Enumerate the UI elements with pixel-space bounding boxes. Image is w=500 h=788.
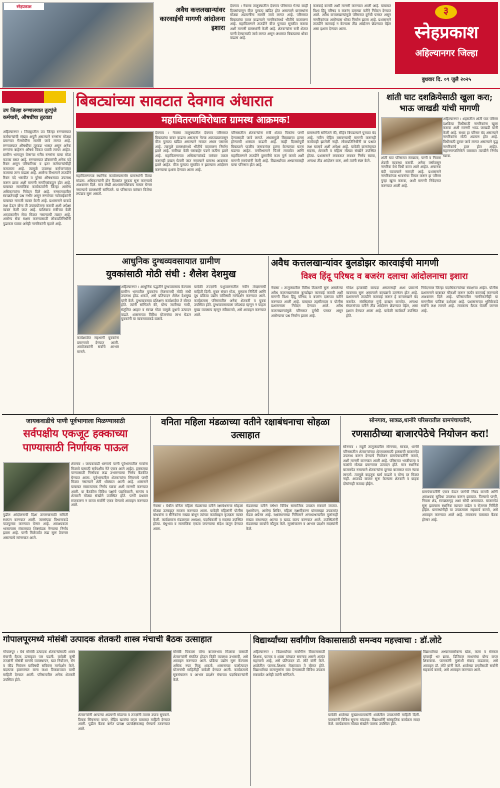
story2-text-b: यावेळी तज्ज्ञांनी पशुपालनातील नवीन तंत्रज्ञानाची माहिती दिली. मुक्त संचार गोठा, मुरघास निर्मिती आणि दूध प्रक्रिया उद्योग यांविषयी मार्गदर्शन करण्यात आले. कार्यक्रमास परिसरातील अनेक शेतकरी व युवक उपस्थित होते. दुग्धव्यवसायाला जोडधंदा म्हणून न पाहता मुख्य व्यवसाय म्हणून स्वीकारावे, असे आवाहन करण्यात आले. xyxy=(194,285,266,317)
story3-text-b: गोवंश हत्याबंदी कायदा असतानाही अशा प्रकारचे व्यवसाय सुरू असल्याने कायद्याचे उल्लंघन होत आहे. प्रशासनाने तातडीने कारवाई करून हे कत्तलखाने बंद करावेत. संबंधितांवर गुन्हे दाखल करावेत. अन्यथा संघटनांच्या वतीने तीव्र आंदोलन छेडण्यात येईल, असा इशारा देण्यात आला आहे. यावेळी कार्यकर्ते उपस्थित होते. xyxy=(346,286,418,318)
story6-text-b: ग्रामपंचायतींनी एकत्र येऊन जागेची निवड करावी आणि आवश्यक सुविधा उपलब्ध करून द्याव्यात. पिण्याचे पाणी, निवारा शेड, स्वच्छतागृह अशा सोयी असाव्यात. बाजारपेठ सुरू झाल्यास स्थानिक व्यापार वाढेल व रोजगार निर्मिती होईल. ग्रामस्थांनीही या उपक्रमाला सहकार्य करावे, असे आवाहन करण्यात आले आहे. लवकरच याबाबत बैठक होणार आहे. xyxy=(422,490,498,522)
story2-text-a: अहिल्यानगर । आधुनिक पद्धतीने दुग्धव्यवसाय केल्यास ग्रामीण भागातील युवकांना रोजगाराची मोठी संधी उपलब्ध होऊ शकते, असे प्रतिपादन शैलेश देशमुख यांनी केले. दुग्धव्यवसाय प्रशिक्षण कार्यशाळेत ते बोलत होते. त्यांनी सांगितले की, योग्य जातीच्या गायी, संतुलित आहार व स्वच्छ गोठा यामुळे दुधाचे उत्पादन वाढते. शासनाच्या विविध योजनांचा लाभ घेऊन युवकांनी या व्यवसायाकडे वळावे. xyxy=(121,285,191,322)
story8-text-b: यावेळी शाळेच्या मुख्याध्यापकांनी शाळेतील उपक्रमांची माहिती दिली. पालकांनी विविध सूचना मांडल्या. विद्यार्थ्यांनी सांस्कृतिक कार्यक्रम सादर केले. कार्यक्रमास मोठ्या संख्येने पालक उपस्थित होते. xyxy=(328,713,420,727)
masthead-small-logo: स्नेहप्रकाश xyxy=(4,3,44,10)
lead-text-d: महावितरणच्या स्थानिक कार्यालयासमोर ग्रामस्थांनी ठिय्या मांडला. अधिकाऱ्यांनी दोन दिवसांत पुरवठा सुरू करण्याचे आश्वासन दिले. मात्र लेखी आश्वासनाशिवाय माघार घेणार नसल्याचे ग्रामस्थांनी सांगितले. या परिसरात वारंवार विजेचा लपंडाव सुरू असतो. xyxy=(76,174,152,197)
lead-text-c: ग्रामस्थांनी सांगितले की, रोहित्र बिघडल्याने पुरवठा बंद आहे. नवीन रोहित्र बसवण्याची मागणी करूनही कार्यवाही झालेली नाही. लोकप्रतिनिधींनी या प्रश्नात लक्ष घालावे अशी अपेक्षा आहे. यावेळी ग्रामपंचायत सदस्य, शेतकरी व महिला मोठ्या संख्येने उपस्थित होत्या. प्रशासनाने लवकरात लवकर निर्णय घ्यावा, अन्यथा तीव्र आंदोलन करू, असे त्यांनी स्पष्ट केले. xyxy=(307,131,376,163)
story2-photo xyxy=(77,285,121,335)
story6-kicker: सोनगाव, सात्रळ,धानोरे परिसरातील ग्रामपंचायतीने, xyxy=(369,418,472,424)
left-col-headline: उप जिल्हा रुग्णालयात तुटपुंजे कर्मचारी, औषधींचा तुटवडा xyxy=(3,108,57,121)
story3-headline: अवैध कत्तलखान्यांवर बुलडोझर कारवाईची मागणी xyxy=(271,258,439,269)
right-top-text-b: शांती घाट परिसरात स्वच्छता, पाणी व निवारा शेडची व्यवस्था करावी. अनेक वर्षांपासून नागरिक येथे विधी करत आले आहेत. अचानक बंदी घातल्याने नाराजी आहे. प्रशासनाने नागरिकांच्या भावनांचा विचार करून हा परिसर पुन्हा खुला करावा, अशी मागणी निवेदनात करण्यात आली आहे. xyxy=(381,156,441,188)
story2-headline: युवकांसाठी मोठी संधी : शैलेश देशमुख xyxy=(106,269,236,280)
section-tag xyxy=(2,91,44,103)
lead-text-a: देवगाव । नेवासा तालुक्यातील देवगाव परिसरात बिबट्यांचा वावर वाढला असताना गेल्या आठवड्यापासून वीज पुरवठा खंडित असल्याने गावात अंधार पसरला आहे. त्यामुळे ग्रामस्थांमध्ये भीतीचे वातावरण निर्माण झाले आहे. रात्रीच्या वेळी घराबाहेर पडणे कठीण झाले आहे. महावितरणच्या अधिकाऱ्यांकडे वारंवार तक्रार करूनही दखल घेतली जात नसल्याने ग्रामस्थ आक्रमक झाले आहेत. वीज पुरवठा सुरळीत न झाल्यास आंदोलन करण्याचा इशारा देण्यात आला आहे. xyxy=(155,131,228,172)
masthead xyxy=(0,0,500,88)
masthead-text-a: देवगाव । नेवासा तालुक्यातील देवगाव परिसरात गेल्या काही दिवसांपासून वीज पुरवठा खंडित होत असल्याने ग्रामस्थांना मोठ्या अडचणींना सामोरे जावे लागत आहे. परिसरात बिबट्यांचा वावर वाढल्याने नागरिकांमध्ये भीतीचे वातावरण आहे. महावितरणने तातडीने वीज पुरवठा सुरळीत करावा अशी मागणी ग्रामस्थांनी केली आहे. शेतकऱ्यांना रात्री शेतात पाणी देण्यासाठी जावे लागत असून अंधारात बिबट्याचा धोका वाढला आहे. xyxy=(230,4,308,41)
story8-photo xyxy=(328,650,422,712)
story2-text-c: कार्यशाळेत सहभागी युवकांना प्रमाणपत्रे देण्यात आली. आयोजकांनी सर्वांचे आभार मानले. xyxy=(77,336,119,354)
story7-headline: गोपालपूरमध्ये मोसंबी उत्पादक शेतकरी शास्त्र मंचाची बैठक उत्साहात xyxy=(3,635,212,645)
story3-text-c: निवेदनावर जिल्हा पदाधिकाऱ्यांच्या स्वाक्षऱ्या आहेत. पोलीस प्रशासनाने याबाबत चौकशी करून कठोर कारवाई करण्याचे आश्वासन दिले आहे. परिसरातील नागरिकांनीही या मागणीला पाठिंबा दर्शवला आहे. प्रशासनाच्या भूमिकेकडे सर्वांचे लक्ष लागले आहे. लवकरच बैठक घेतली जाणार आहे. xyxy=(421,286,498,313)
story4-kicker: जायकवाडीचे पाणी पूर्वभागाला मिळण्यासाठी xyxy=(26,418,125,425)
lead-text-b: परिसरातील शेतकऱ्यांना रात्री शेतात पिकांना पाणी देण्यासाठी जावे लागते. अंधारामुळे बिबट्याचा हल्ला होण्याची शक्यता वाढली आहे. काही दिवसांपूर्वी बिबट्याने पाळीव जनावरांवर हल्ला केल्याच्या घटना घडल्या आहेत. वनविभागाने पिंजरे लावावेत आणि महावितरणने तातडीने दुरुस्तीचे काम पूर्ण करावे अशी मागणी सरपंचांनी केली आहे. विद्यार्थ्यांच्या अभ्यासावरही याचा परिणाम होत आहे. xyxy=(231,131,304,168)
right-top-text-a: अहिल्यानगर । शहरातील शांती घाट परिसर दशक्रिया विधीसाठी नागरिकांना खुला करावा अशी मागणी भाऊ जाखडी यांनी केली आहे. सध्या हा परिसर बंद असल्याने नागरिकांना मोठी अडचण होत आहे. विधीसाठी दूरवर जावे लागत असल्याने वृद्ध नागरिकांचे हाल होत आहेत. महानगरपालिकेने याबाबत तातडीने निर्णय घ्यावा. xyxy=(443,117,498,158)
story7-text-c: मोसंबी पिकाला योग्य बाजारभाव मिळावा यासाठी शेतकऱ्यांनी संघटित होऊन विक्री व्यवस्था उभारावी, असे आवाहन करण्यात आले. प्रक्रिया उद्योग सुरू केल्यास अधिक नफा मिळू शकतो. शासनाच्या फलोत्पादन योजनांची माहितीही यावेळी देण्यात आली. कार्यक्रमाचे सूत्रसंचालन व आभार प्रदर्शन मंचाच्या पदाधिकाऱ्यांनी केले. xyxy=(173,650,248,682)
story2-kicker: आधुनिक दुग्धव्यवसायात ग्रामीण xyxy=(121,257,221,267)
brand-badge: ३ xyxy=(435,5,457,19)
story5-text-a: नेवासा । येथील वनिता महिला मंडळाच्या वतीने रक्षाबंधनाचा सोहळा मोठ्या उत्साहात साजरा करण्यात आला. यावेळी महिलांनी पोलीस बांधवांना व सैनिकांना राख्या बांधून त्यांच्या कार्याबद्दल कृतज्ञता व्यक्त केली. कार्यक्रमास मंडळाच्या अध्यक्षा, पदाधिकारी व सदस्या उपस्थित होत्या. बंधुभाव व सामाजिक एकता जपण्याचा संदेश यातून देण्यात आला. xyxy=(153,504,243,531)
story6-photo xyxy=(422,445,500,489)
brand-logo: स्नेहप्रकाश xyxy=(414,23,479,43)
story5-headline: वनिता महिला मंडळाच्या वतीने रक्षाबंधनाचा सोहळा उत्साहात xyxy=(161,417,330,441)
story6-text-a: सोनगाव । राहुरी तालुक्यातील सोनगाव, सात्रळ, धानोरे परिसरातील शेतकऱ्यांच्या शेतमालासाठी हक्काची बाजारपेठ उपलब्ध करून देण्याचे नियोजन ग्रामपंचायतींनी करावे, अशी मागणी करण्यात आली आहे. परिसरात भाजीपाला व फळांचे मोठ्या प्रमाणावर उत्पादन होते. मात्र स्थानिक बाजारपेठ नसल्याने शेतकऱ्यांना दूरच्या बाजारात माल न्यावा लागतो. त्यामुळे वाहतूक खर्च वाढतो व योग्य दर मिळत नाही. आठवडे बाजार सुरू केल्यास शेतकरी व ग्राहक दोघांनाही फायदा होईल. xyxy=(343,445,419,486)
story4-photo xyxy=(3,462,70,512)
right-top-photo xyxy=(381,117,443,155)
brand-block xyxy=(395,2,498,74)
masthead-text-b: कारवाई करावी अशी मागणी करण्यात आली आहे. याबाबत विश्व हिंदू परिषद व बजरंग दलाच्या वतीने निवेदन देण्यात आले. अवैध कत्तलखान्यांमुळे परिसरात दुर्गंधी पसरत असून नागरिकांच्या आरोग्यास धोका निर्माण झाला आहे. प्रशासनाने तातडीने कारवाई न केल्यास तीव्र आंदोलन छेडण्यात येईल असा इशारा देण्यात आला. xyxy=(313,4,391,31)
left-col-text: अहिल्यानगर । जिल्ह्यातील उप जिल्हा रुग्णालयात कर्मचाऱ्यांची संख्या अपुरी असल्याने रुग्णांना मोठ्या प्रमाणात गैरसोयींना सामोरे जावे लागत आहे. रुग्णालयात औषधींचा तुटवडा भासत असून अनेक रुग्णांना बाहेरून औषधे विकत घ्यावी लागत आहेत. ग्रामीण भागातून येणाऱ्या गरीब रुग्णांना याचा मोठा फटका बसत आहे. रुग्णालयात डॉक्टरांची अनेक पदे रिक्त असून परिचारिका व इतर कर्मचाऱ्यांचीही कमतरता आहे. त्यामुळे उपलब्ध कर्मचाऱ्यांवर कामाचा ताण वाढला आहे. आरोग्य विभागाने तातडीने रिक्त पदे भरावीत व पुरेसा औषधसाठा उपलब्ध करून द्यावा अशी मागणी नागरिकांकडून होत आहे. याबाबत सामाजिक कार्यकर्त्यांनी जिल्हा आरोग्य अधिकाऱ्यांना निवेदन दिले आहे. रुग्णालयातील स्वच्छतेचाही प्रश्न गंभीर असून रुग्णांच्या नातेवाईकांनी याबाबत नाराजी व्यक्त केली आहे. प्रशासनाने याकडे लक्ष देऊन योग्य ती उपाययोजना करावी अशी अपेक्षा व्यक्त केली जात आहे. याशिवाय रात्रीच्या वेळी आपत्कालीन सेवा मिळत नसल्याची तक्रार आहे. आरोग्य सेवा सक्षम करण्यासाठी लोकप्रतिनिधींनी पुढाकार घ्यावा असेही नागरिकांनी म्हटले आहे. xyxy=(3,130,71,226)
story3-subhead: विश्व हिंदू परिषद व बजरंग दलाचा आंदोलनाचा इशारा xyxy=(301,272,468,282)
right-top-headline: शांती घाट दशक्रियेसाठी खुला करा; भाऊ जाखडी यांची मागणी xyxy=(386,92,493,113)
lead-subhead-bar xyxy=(76,113,376,128)
story3-text-a: नेवासा । तालुक्यातील विविध ठिकाणी सुरू असलेल्या अवैध कत्तलखान्यांवर बुलडोझर कारवाई करावी अशी मागणी विश्व हिंदू परिषद व बजरंग दलाच्या वतीने करण्यात आली आहे. याबाबत तहसीलदार व पोलीस प्रशासनाला निवेदन देण्यात आले. अवैध कत्तलखान्यांमुळे परिसरात दुर्गंधी पसरत असून आरोग्याचा प्रश्न निर्माण झाला आहे. xyxy=(271,286,343,318)
story5-photo xyxy=(153,445,340,503)
section-tag-band xyxy=(44,91,66,103)
story5-text-b: मंडळाच्या वतीने वर्षभर विविध सामाजिक उपक्रम राबवले जातात. वृक्षारोपण, आरोग्य शिबिर, महिला सक्षमीकरण यांसारख्या उपक्रमांत मंडळ अग्रेसर आहे. रक्षाबंधनाच्या निमित्ताने अनाथाश्रमातील मुलांनाही राख्या बांधण्यात आल्या व खाऊ वाटप करण्यात आले. उपस्थितांनी मंडळाच्या कार्याचे कौतुक केले. सूत्रसंचालन व आभार प्रदर्शन सदस्यांनी केले. xyxy=(246,504,338,531)
lead-headline: बिबट्यांच्या सावटात देवगाव अंधारात xyxy=(76,92,273,110)
story4-text-b: पुढील आंदोलनाची दिशा ठरवण्यासाठी समिती स्थापन करण्यात आली. जलसंपदा विभागाकडे पाठपुरावा करण्यात येणार आहे. आवश्यकता भासल्यास मंत्रालयात शिष्टमंडळ नेण्याचा निर्णय झाला आहे. पाणी मिळेपर्यंत लढा सुरू ठेवणार असल्याचे सांगण्यात आले. xyxy=(3,513,68,540)
brand-sub: अहिल्यानगर जिल्हा xyxy=(415,49,478,59)
story7-photo xyxy=(78,650,172,712)
story4-headline: सर्वपक्षीय एकजूट हक्काच्या पाण्यासाठी निर्णायक पाऊल xyxy=(22,428,129,454)
story8-text-a: अहिल्यानगर । विद्यार्थ्यांच्या सर्वांगीण विकासासाठी शिक्षक, पालक व शाळा यांच्यात समन्वय असणे अत्यंत महत्त्वाचे आहे, असे प्रतिपादन डॉ. लोटे यांनी केले. शाळेतील पालक-शिक्षक मेळाव्यात ते बोलत होते. विद्यार्थ्यांच्या कलागुणांना वाव देण्यासाठी विविध उपक्रम राबवावेत असेही त्यांनी सांगितले. xyxy=(253,650,325,677)
story8-headline: विद्यार्थ्यांच्या सर्वांगीण विकासासाठी समन्वय महत्त्वाचा : डॉ.लोटे xyxy=(253,635,442,645)
story7-text-a: गोपालपूर । येथे मोसंबी उत्पादक शेतकऱ्यांसाठी शास्त्र मंचाची बैठक उत्साहात पार पडली. यावेळी कृषी तज्ज्ञांनी मोसंबी बागांचे व्यवस्थापन, खत नियोजन, रोग व कीड नियंत्रण याविषयी सविस्तर मार्गदर्शन केले. बदलत्या हवामानात बागा कशा टिकवाव्यात याची माहिती देण्यात आली. परिसरातील अनेक शेतकरी उपस्थित होते. xyxy=(3,650,75,682)
story8-text-c: विद्यार्थ्यांच्या अभ्यासाबरोबरच खेळ, कला व संस्कार यांवरही भर द्यावा. डिजिटल साधनांचा योग्य वापर शिकवावा. पालकांनी मुलांशी संवाद वाढवावा, असे आवाहन डॉ. लोटे यांनी केले. शाळेच्या प्रगतीसाठी सर्वांनी सहकार्य करावे, असे आवाहन करण्यात आले. xyxy=(423,650,498,673)
masthead-photo xyxy=(2,2,154,88)
story6-headline: रणसाठीच्या बाजारपेठेचे नियोजन करा! xyxy=(351,429,490,440)
story4-text-a: शेवगाव । जायकवाडी धरणाचे पाणी पूर्वभागातील गावांना मिळावे यासाठी सर्वपक्षीय नेते एकत्र आले आहेत. हक्काच्या पाण्यासाठी निर्णायक लढा उभारण्याचा निर्णय बैठकीत घेण्यात आला. पूर्वभागातील शेतकऱ्यांना सिंचनाचे पाणी मिळत नसल्याने शेती धोक्यात आली आहे. शासनाने याबाबत सकारात्मक निर्णय घ्यावा अशी मागणी करण्यात आली. या बैठकीस विविध पक्षांचे पदाधिकारी, सरपंच व शेतकरी मोठ्या संख्येने उपस्थित होते. पाणी प्रश्नावर राजकारण न करता सर्वांनी एकत्र येण्याचे आवाहन करण्यात आले. xyxy=(71,462,148,508)
section-strip xyxy=(0,88,500,89)
masthead-top-headline: अवैध कत्तलखान्यांवर कारवाईची मागणी आंदोलना इशारा xyxy=(159,6,225,32)
lead-subhead: महावितरणविरोधात ग्रामस्थ आक्रमक! xyxy=(161,115,291,126)
lead-photo xyxy=(76,131,154,173)
masthead-date: बुधवार दि. ०९ जुलै २०२५ xyxy=(421,77,472,83)
story7-text-b: शेतकऱ्यांनी आपल्या अडचणी मांडल्या व तज्ज्ञांनी त्यावर उपाय सुचवले. ठिबक सिंचनाचा वापर, सेंद्रिय खतांचा वापर याबाबत माहिती देण्यात आली. पुढील बैठक बागेत प्रत्यक्ष प्रात्यक्षिकासह घेण्याचे ठरवण्यात आले. xyxy=(78,713,170,731)
